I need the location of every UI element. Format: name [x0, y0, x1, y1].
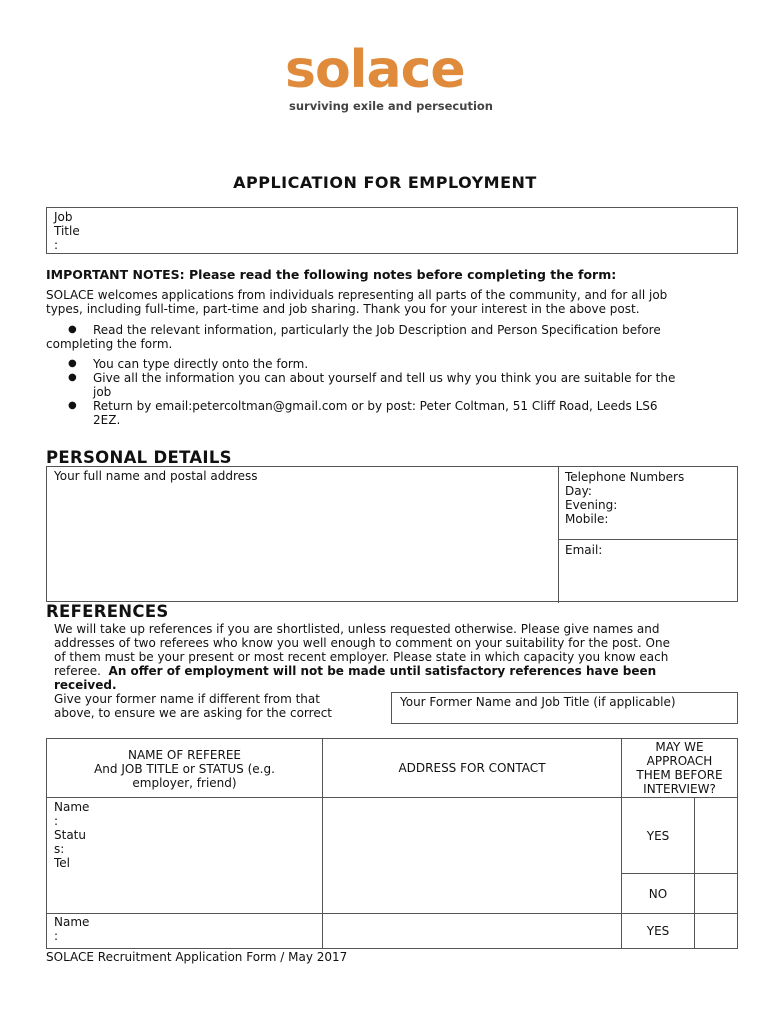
notes-intro-line: types, including full-time, part-time and job sharing. Thank you for your interest in the above post. — [46, 302, 640, 316]
job-title-label-line: Title — [54, 224, 80, 238]
field-label: s: — [54, 842, 65, 856]
logo-tagline: surviving exile and persecution — [289, 99, 493, 113]
job-title-label-line: : — [54, 238, 59, 252]
name-address-field[interactable] — [47, 467, 559, 603]
header-text: employer, friend) — [132, 776, 237, 790]
evening-label: Evening: — [565, 498, 618, 512]
former-name-text: above, to ensure we are asking for the correct — [54, 706, 332, 720]
referee2-yes-checkbox[interactable] — [695, 914, 738, 949]
job-title-label-line: Job — [54, 210, 73, 224]
name-address-label: Your full name and postal address — [54, 469, 258, 483]
referee1-no-label: NO — [622, 874, 695, 914]
referee1-address-field[interactable] — [323, 798, 622, 914]
bullet-icon: ● — [68, 358, 77, 369]
day-label: Day: — [565, 484, 592, 498]
footer-text: SOLACE Recruitment Application Form / May 2017 — [46, 950, 348, 964]
references-heading: REFERENCES — [46, 602, 169, 621]
field-label: Name — [54, 800, 90, 814]
referee1-yes-checkbox[interactable] — [695, 798, 738, 874]
referee-col-header — [47, 739, 323, 798]
notes-heading: IMPORTANT NOTES: Please read the following notes before completing the form: — [46, 267, 617, 282]
header-text: THEM BEFORE — [636, 768, 723, 782]
bullet-item — [68, 399, 658, 427]
field-label: Statu — [54, 828, 86, 842]
referee-table — [46, 738, 738, 949]
bullet-text: You can type directly onto the form. — [93, 357, 309, 371]
bullet-item — [68, 371, 675, 399]
bullet-item — [68, 357, 308, 371]
job-title-field[interactable] — [46, 207, 738, 254]
header-text: And JOB TITLE or STATUS (e.g. — [94, 762, 275, 776]
bullet-text: Give all the information you can about yourself and tell us why you think you are suitable for the — [93, 371, 676, 385]
email-field[interactable] — [558, 540, 738, 602]
references-text-line: referee. — [54, 664, 109, 678]
bullet-icon: ● — [68, 400, 77, 411]
solace-logo: solace — [285, 40, 465, 100]
header-text: ADDRESS FOR CONTACT — [398, 761, 546, 775]
former-name-field[interactable] — [391, 692, 738, 724]
header-text: MAY WE — [655, 740, 704, 754]
bullet-text: 2EZ. — [93, 413, 121, 427]
notes-intro-line: SOLACE welcomes applications from individuals representing all parts of the community, and for all job — [46, 288, 668, 302]
phone-field[interactable] — [558, 467, 738, 540]
header-text: INTERVIEW? — [643, 782, 716, 796]
referee1-yes-label: YES — [622, 798, 695, 874]
personal-details-box — [46, 466, 738, 602]
bullet-text: completing the form. — [46, 337, 173, 351]
bullet-item — [46, 323, 736, 351]
references-text-line: addresses of two referees who know you well enough to comment on your suitability for the post. One — [54, 636, 670, 650]
page-title: APPLICATION FOR EMPLOYMENT — [233, 173, 537, 192]
field-label: Name — [54, 915, 90, 929]
referee2-address-field[interactable] — [323, 914, 622, 949]
references-text-line: of them must be your present or most recent employer. Please state in which capacity you know each — [54, 650, 669, 664]
referee1-name-field[interactable] — [47, 798, 323, 914]
referee2-yes-label: YES — [622, 914, 695, 949]
email-label: Email: — [565, 543, 603, 557]
referee2-name-field[interactable] — [47, 914, 323, 949]
field-label: : — [54, 929, 59, 943]
personal-details-heading: PERSONAL DETAILS — [46, 448, 232, 467]
references-warning: An offer of employment will not be made until satisfactory references have been — [108, 664, 657, 678]
former-name-label: Your Former Name and Job Title (if applicable) — [400, 695, 676, 709]
bullet-text: Return by email:petercoltman@gmail.com or by post: Peter Coltman, 51 Cliff Road, Leeds LS6 — [93, 399, 658, 413]
bullet-icon: ● — [68, 324, 77, 335]
bullet-text: Read the relevant information, particularly the Job Description and Person Specification before — [93, 323, 661, 337]
address-col-header — [323, 739, 622, 798]
referee1-no-checkbox[interactable] — [695, 874, 738, 914]
bullet-icon: ● — [68, 372, 77, 383]
field-label: : — [54, 814, 59, 828]
header-text: APPROACH — [646, 754, 713, 768]
phone-heading: Telephone Numbers — [565, 470, 685, 484]
mobile-label: Mobile: — [565, 512, 609, 526]
references-warning: received. — [54, 678, 117, 692]
field-label: Tel — [54, 856, 71, 870]
former-name-text: Give your former name if different from that — [54, 692, 320, 706]
approach-col-header — [622, 739, 738, 798]
header-text: NAME OF REFEREE — [127, 748, 241, 762]
bullet-text: job — [93, 385, 112, 399]
references-text-line: We will take up references if you are shortlisted, unless requested otherwise. Please give names and — [54, 622, 660, 636]
